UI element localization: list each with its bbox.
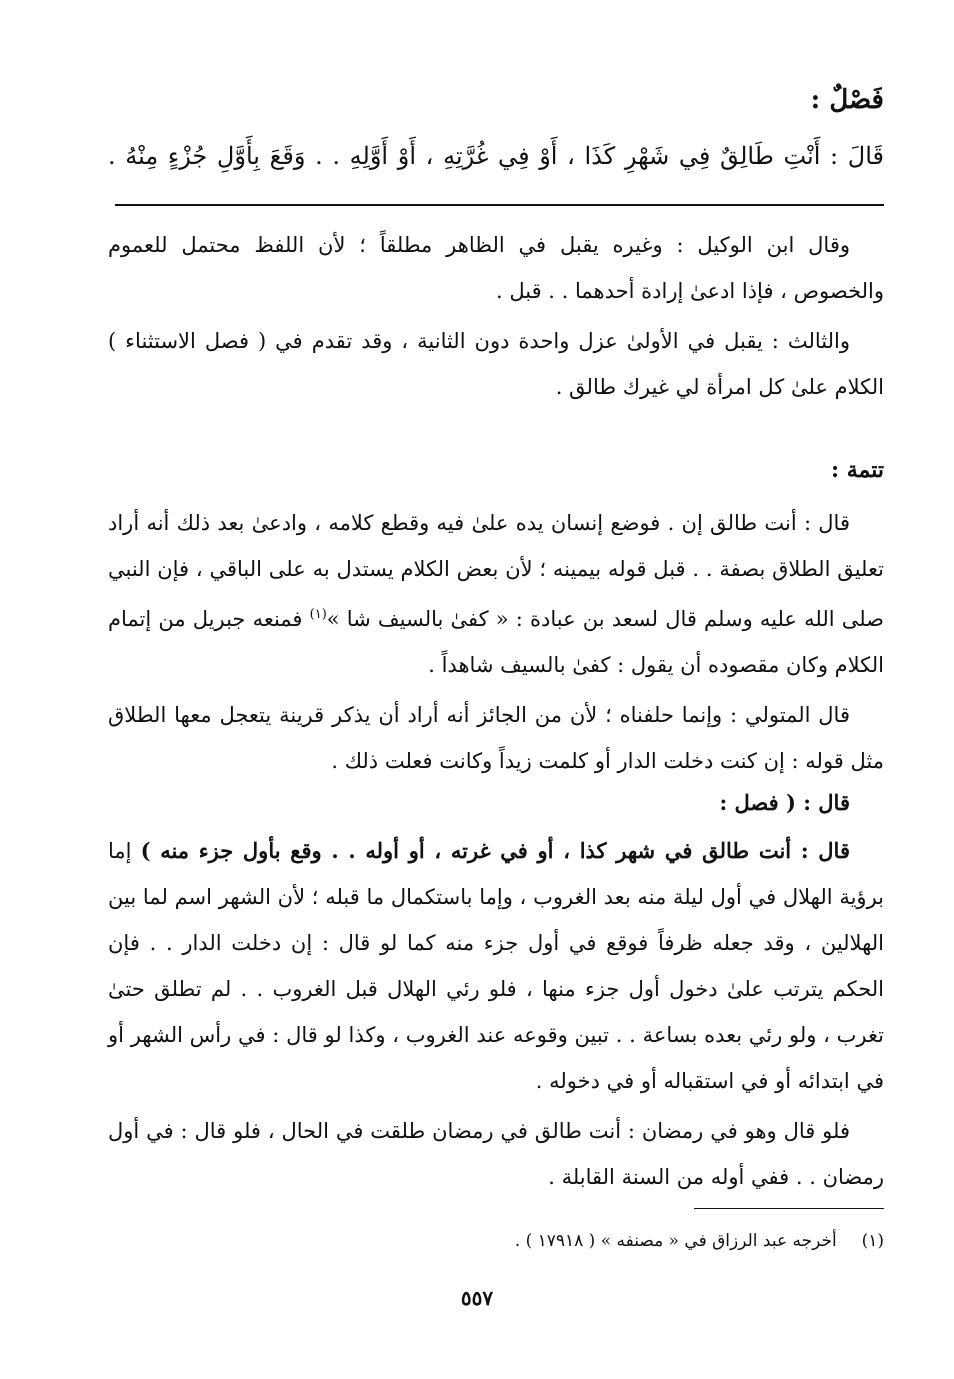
footnote-number: (١) — [861, 1231, 884, 1251]
commentary-paragraph: والثالث : يقبل في الأولىٰ عزل واحدة دون الثانية ، وقد تقدم في ( فصل الاستثناء ) الكلام علىٰ كل امرأة لي غيرك طالق . — [108, 329, 884, 399]
tatimma-text: قال : أنت طالق إن . فوضع إنسان يده علىٰ فيه وقطع كلامه ، وادعىٰ بعد ذلك أنه أراد تعليق الطلاق بصفة . . قبل قوله بيمينه ؛ لأن بعض الكلام يستدل به على الباقي ، فإن النبي صلى الله عليه وسلم قال لسعد بن عبادة : « كفىٰ بالسيف شا » — [108, 511, 884, 631]
fasl-label: قال : ( فصل : — [719, 790, 850, 815]
footnote — [108, 1226, 884, 1256]
tatimma-heading: تتمة : — [830, 457, 884, 483]
matn-divider — [115, 204, 884, 206]
commentary-section-2 — [108, 780, 884, 1200]
tatimma-paragraph — [108, 500, 884, 688]
tatimma-section — [108, 500, 884, 784]
fasl-heading: فَصْلٌ : — [810, 85, 884, 115]
tatimma-paragraph: قال المتولي : وإنما حلفناه ؛ لأن من الجائز أنه أراد أن يذكر قرينة يتعجل معها الطلاق مثل قوله : إن كنت دخلت الدار أو كلمت زيداً وكانت فعلت ذلك . — [108, 703, 884, 773]
commentary-paragraph: فلو قال وهو في رمضان : أنت طالق في رمضان طلقت في الحال ، فلو قال : في أول رمضان . . ففي أوله من السنة القابلة . — [108, 1119, 884, 1189]
matn-text: قَالَ : أَنْتِ طَالِقٌ فِي شَهْرِ كَذَا ، أَوْ فِي غُرَّتِهِ ، أَوْ أَوَّلِهِ . . وَقَعَ بِأَوَّلِ جُزْءٍ مِنْهُ . — [108, 142, 884, 170]
tatimma-text-cont: فمنعه جبريل من إتمام الكلام وكان مقصوده أن يقول : كفىٰ بالسيف شاهداً . — [108, 607, 884, 677]
commentary-paragraph: وقال ابن الوكيل : وغيره يقبل في الظاهر مطلقاً ؛ لأن اللفظ محتمل للعموم والخصوص ، فإذا ادعىٰ إرادة أحدهما . . قبل . — [108, 233, 884, 303]
page-number: ٥٥٧ — [460, 1286, 494, 1310]
quoted-matn: قال : أنت طالق في شهر كذا ، أو في غرته ، أو أوله . . وقع بأول جزء منه ) — [140, 838, 850, 863]
footnote-text: أخرجه عبد الرزاق في « مصنفه » ( ١٧٩١٨ ) . — [514, 1231, 837, 1251]
commentary-paragraph — [108, 828, 884, 1104]
footnote-divider — [694, 1208, 884, 1209]
commentary-section-1 — [108, 222, 884, 410]
footnote-marker: (١) — [309, 607, 327, 622]
commentary-text: إما برؤية الهلال في أول ليلة منه بعد الغروب ، وإما باستكمال ما قبله ؛ لأن الشهر اسم لما بين الهلالين ، وقد جعله ظرفاً فوقع في أول جزء منه كما لو قال : إن دخلت الدار . . فإن الحكم يترتب علىٰ دخول أول جزء منها ، فلو رئي الهلال قبل الغروب . . لم تطلق حتىٰ تغرب ، ولو رئي بعده بساعة . . تبين وقوعه عند الغروب ، وكذا لو قال : في رأس الشهر أو في ابتدائه أو في استقباله أو في دخوله . — [108, 839, 884, 1093]
